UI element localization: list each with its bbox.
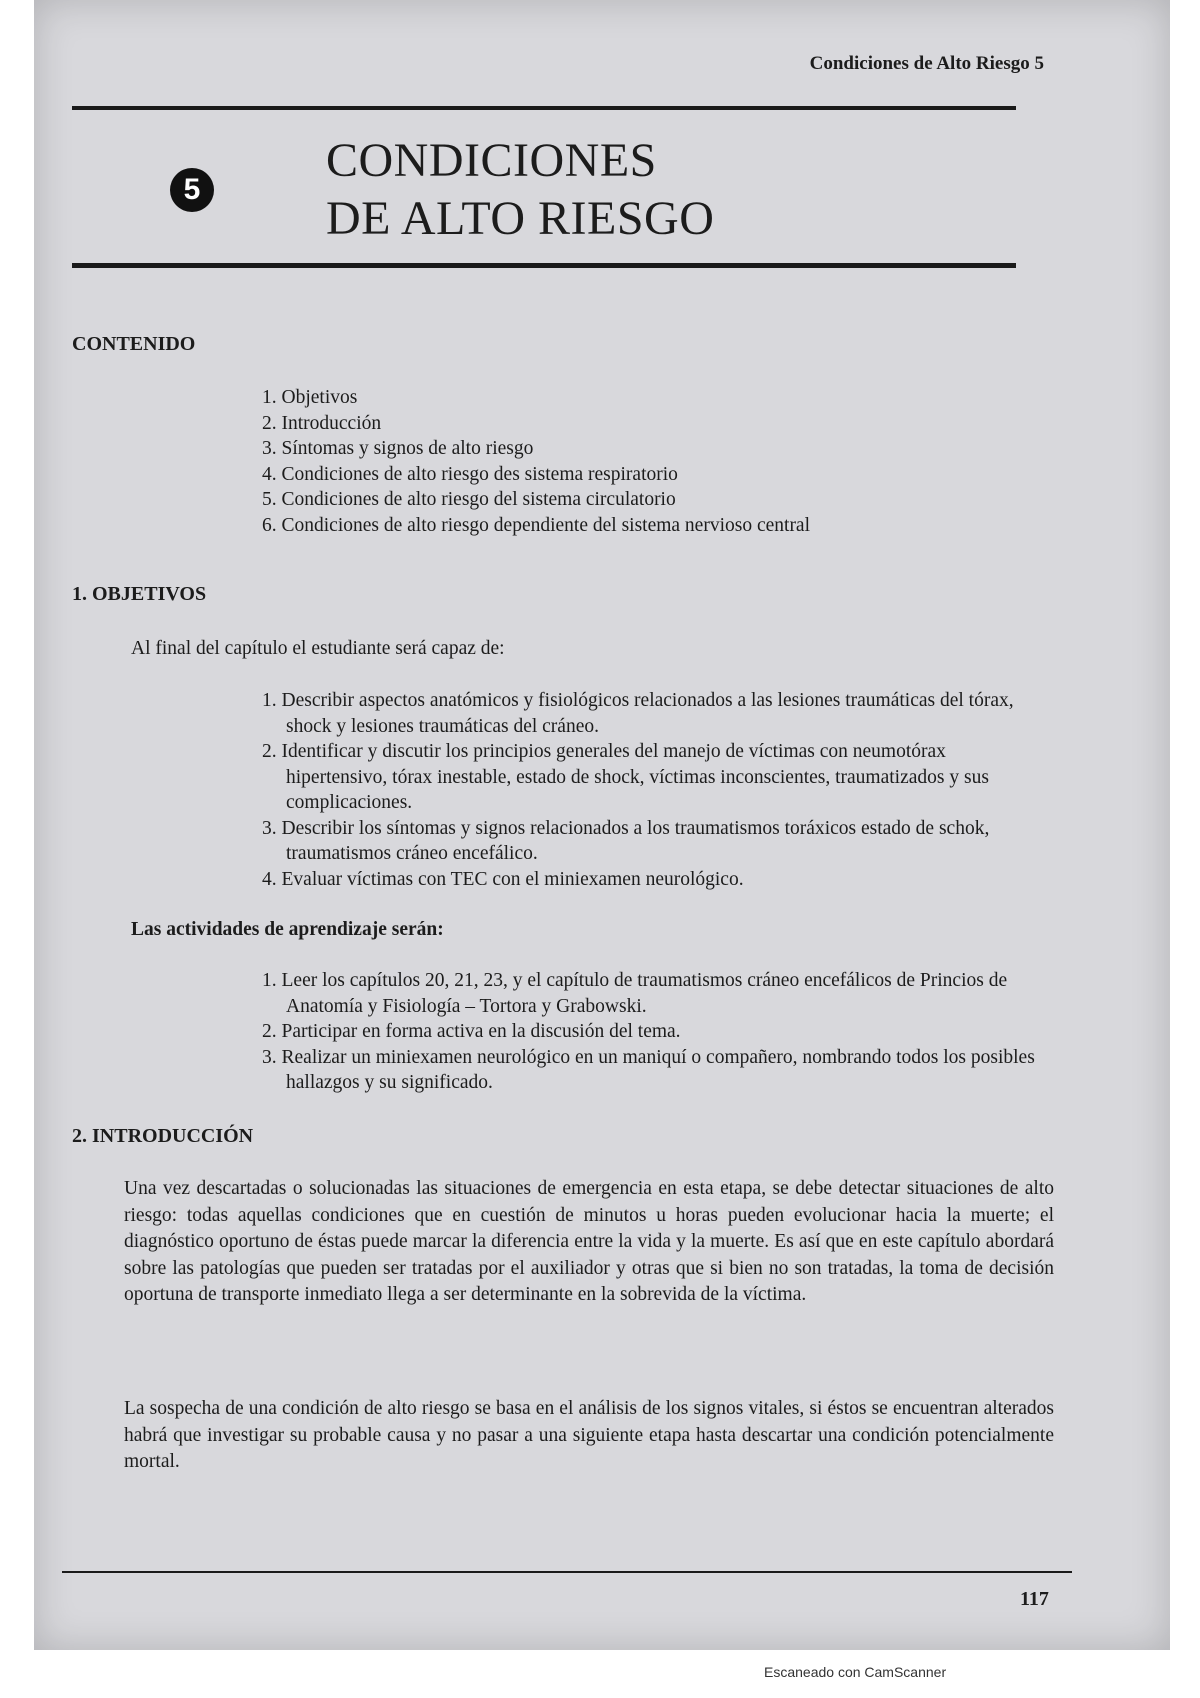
activity-item: 1. Leer los capítulos 20, 21, 23, y el capítulo de traumatismos cráneo encefálicos de Princios de Anatomía y Fisiología – Tortora y Grabowski. — [262, 970, 1008, 1017]
chapter-title-line-1: CONDICIONES — [326, 134, 657, 187]
chapter-number-badge: 5 — [170, 168, 214, 212]
introduction-paragraph-2: La sospecha de una condición de alto riesgo se basa en el análisis de los signos vitales, si éstos se encuentran alterados habrá que investigar su probable causa y no pasar a una siguiente etapa hasta descartar una condición potencialmente mortal. — [124, 1398, 1054, 1472]
toc-item: 6. Condiciones de alto riesgo dependiente del sistema nervioso central — [262, 514, 811, 536]
header-rule — [72, 106, 1016, 110]
toc-item: 2. Introducción — [262, 412, 382, 434]
objective-item: 3. Describir los síntomas y signos relacionados a los traumatismos toráxicos estado de schok, traumatismos cráneo encefálico. — [262, 817, 990, 864]
objectives-list — [262, 688, 1032, 892]
running-header: Condiciones de Alto Riesgo 5 — [809, 53, 1044, 74]
table-of-contents — [262, 385, 810, 538]
objective-item: 1. Describir aspectos anatómicos y fisiológicos relacionados a las lesiones traumáticas del tórax, shock y lesiones traumáticas del cráneo. — [262, 690, 1014, 737]
chapter-title — [326, 132, 714, 248]
title-rule — [72, 263, 1016, 268]
toc-item: 4. Condiciones de alto riesgo des sistema respiratorio — [262, 463, 678, 485]
activities-heading: Las actividades de aprendizaje serán: — [131, 919, 444, 940]
activity-item: 2. Participar en forma activa en la discusión del tema. — [262, 1021, 681, 1042]
activity-item: 3. Realizar un miniexamen neurológico en un maniquí o compañero, nombrando todos los posibles hallazgos y su significado. — [262, 1046, 1035, 1093]
toc-item: 1. Objetivos — [262, 387, 358, 408]
objectives-heading: 1. OBJETIVOS — [72, 583, 207, 605]
introduction-paragraph-1: Una vez descartadas o solucionadas las situaciones de emergencia en esta etapa, se debe detectar situaciones de alto riesgo: todas aquellas condiciones que en cuestión de minutos u horas pueden evolucionar hacia la muerte; el diagnóstico oportuno de éstas puede marcar la diferencia entre la vida y la muerte. Es así que en este capítulo abordará sobre las patologías que pueden ser tratadas por el auxiliador y otras que si bien no son tratadas, la toma de decisión oportuna de transporte inmediato llega a ser determinante en la sobrevida de la víctima. — [124, 1178, 1054, 1305]
contents-heading: CONTENIDO — [72, 333, 196, 355]
footer-rule — [62, 1571, 1072, 1573]
toc-item: 3. Síntomas y signos de alto riesgo — [262, 438, 534, 459]
page-number: 117 — [1020, 1588, 1049, 1610]
objective-item: 2. Identificar y discutir los principios generales del manejo de víctimas con neumotórax hipertensivo, tórax inestable, estado de shock, víctimas inconscientes, traumatizados y sus complicaciones. — [262, 741, 989, 813]
toc-item: 5. Condiciones de alto riesgo del sistema circulatorio — [262, 489, 676, 510]
objective-item: 4. Evaluar víctimas con TEC con el miniexamen neurológico. — [262, 868, 744, 890]
introduction-heading: 2. INTRODUCCIÓN — [72, 1125, 254, 1147]
activities-list — [262, 968, 1042, 1096]
objectives-intro: Al final del capítulo el estudiante será capaz de: — [131, 638, 505, 659]
chapter-title-line-2: DE ALTO RIESGO — [326, 192, 715, 245]
scanner-watermark: Escaneado con CamScanner — [764, 1664, 947, 1680]
